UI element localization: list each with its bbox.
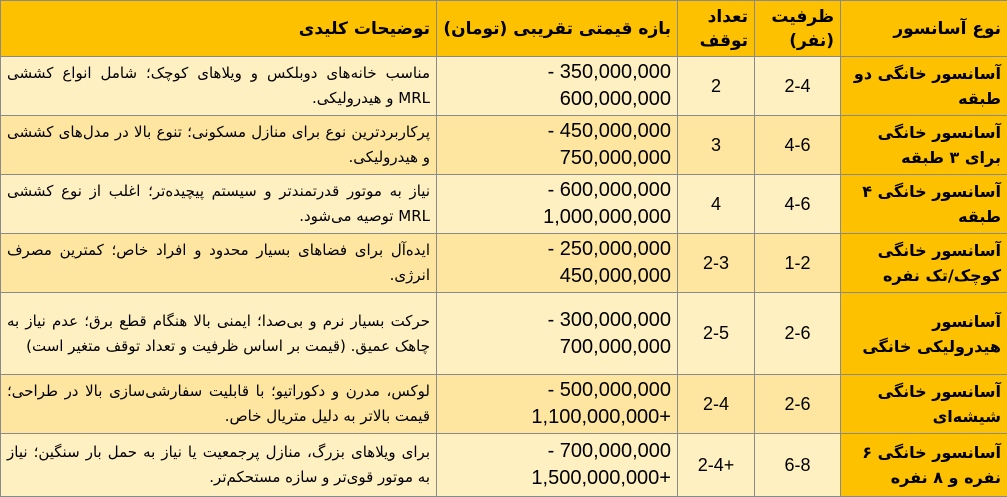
cell-type: آسانسور خانگی ۶ نفره و ۸ نفره xyxy=(841,434,1007,497)
cell-description: ایده‌آل برای فضاهای بسیار محدود و افراد خاص؛ کمترین مصرف انرژی. xyxy=(1,234,437,293)
price-min: - 450,000,000 xyxy=(443,118,671,145)
cell-description: لوکس، مدرن و دکوراتیو؛ با قابلیت سفارشی‌سازی بالا در طراحی؛ قیمت بالاتر به دلیل متریال خاص. xyxy=(1,375,437,434)
cell-capacity: 2-4 xyxy=(755,57,841,116)
cell-price xyxy=(437,116,678,175)
cell-stops: 2-5 xyxy=(678,293,755,375)
price-max: 600,000,000 xyxy=(443,86,671,113)
cell-capacity: 4-6 xyxy=(755,175,841,234)
price-max: 750,000,000 xyxy=(443,145,671,172)
price-max: 700,000,000 xyxy=(443,334,671,361)
table-row xyxy=(1,234,1007,293)
cell-type: آسانسور هیدرولیکی خانگی xyxy=(841,293,1007,375)
cell-type: آسانسور خانگی برای ۳ طبقه xyxy=(841,116,1007,175)
price-min: - 350,000,000 xyxy=(443,59,671,86)
header-capacity: ظرفیت (نفر) xyxy=(755,1,841,57)
cell-capacity: 1-2 xyxy=(755,234,841,293)
cell-price xyxy=(437,175,678,234)
cell-description: حرکت بسیار نرم و بی‌صدا؛ ایمنی بالا هنگام قطع برق؛ عدم نیاز به چاهک عمیق. (قیمت بر اساس ظرفیت و تعداد توقف متغیر است) xyxy=(1,293,437,375)
price-max: 450,000,000 xyxy=(443,263,671,290)
price-min: - 300,000,000 xyxy=(443,307,671,334)
table-body xyxy=(1,57,1007,497)
cell-type: آسانسور خانگی شیشه‌ای xyxy=(841,375,1007,434)
cell-stops: 2-4+ xyxy=(678,434,755,497)
price-min: - 500,000,000 xyxy=(443,377,671,404)
cell-capacity: 2-6 xyxy=(755,293,841,375)
header-stops: تعداد توقف xyxy=(678,1,755,57)
cell-stops: 2-3 xyxy=(678,234,755,293)
cell-description: برای ویلاهای بزرگ، منازل پرجمعیت یا نیاز به حمل بار سنگین؛ نیاز به موتور قوی‌تر و سازه مستحکم‌تر. xyxy=(1,434,437,497)
table-row xyxy=(1,293,1007,375)
cell-stops: 4 xyxy=(678,175,755,234)
cell-type: آسانسور خانگی دو طبقه xyxy=(841,57,1007,116)
header-row xyxy=(1,1,1007,57)
cell-stops: 2 xyxy=(678,57,755,116)
cell-capacity: 4-6 xyxy=(755,116,841,175)
cell-description: نیاز به موتور قدرتمندتر و سیستم پیچیده‌تر؛ اغلب از نوع کششی MRL توصیه می‌شود. xyxy=(1,175,437,234)
table-row xyxy=(1,57,1007,116)
price-min: - 250,000,000 xyxy=(443,236,671,263)
cell-description: مناسب خانه‌های دوبلکس و ویلاهای کوچک؛ شامل انواع کششی MRL و هیدرولیکی. xyxy=(1,57,437,116)
cell-price xyxy=(437,234,678,293)
cell-price xyxy=(437,293,678,375)
cell-type: آسانسور خانگی کوچک/تک نفره xyxy=(841,234,1007,293)
cell-capacity: 6-8 xyxy=(755,434,841,497)
cell-type: آسانسور خانگی ۴ طبقه xyxy=(841,175,1007,234)
header-desc: توضیحات کلیدی xyxy=(1,1,437,57)
table-row xyxy=(1,116,1007,175)
table-row xyxy=(1,175,1007,234)
table-row xyxy=(1,375,1007,434)
cell-price xyxy=(437,434,678,497)
price-max: 1,000,000,000 xyxy=(443,204,671,231)
cell-stops: 2-4 xyxy=(678,375,755,434)
header-type: نوع آسانسور xyxy=(841,1,1007,57)
price-max: 1,500,000,000+ xyxy=(443,465,671,492)
cell-price xyxy=(437,57,678,116)
price-min: - 700,000,000 xyxy=(443,438,671,465)
cell-description: پرکاربردترین نوع برای منازل مسکونی؛ تنوع بالا در مدل‌های کششی و هیدرولیکی. xyxy=(1,116,437,175)
header-price: بازه قیمتی تقریبی (تومان) xyxy=(437,1,678,57)
price-max: 1,100,000,000+ xyxy=(443,404,671,431)
price-min: - 600,000,000 xyxy=(443,177,671,204)
cell-capacity: 2-6 xyxy=(755,375,841,434)
table-row xyxy=(1,434,1007,497)
cell-stops: 3 xyxy=(678,116,755,175)
cell-price xyxy=(437,375,678,434)
